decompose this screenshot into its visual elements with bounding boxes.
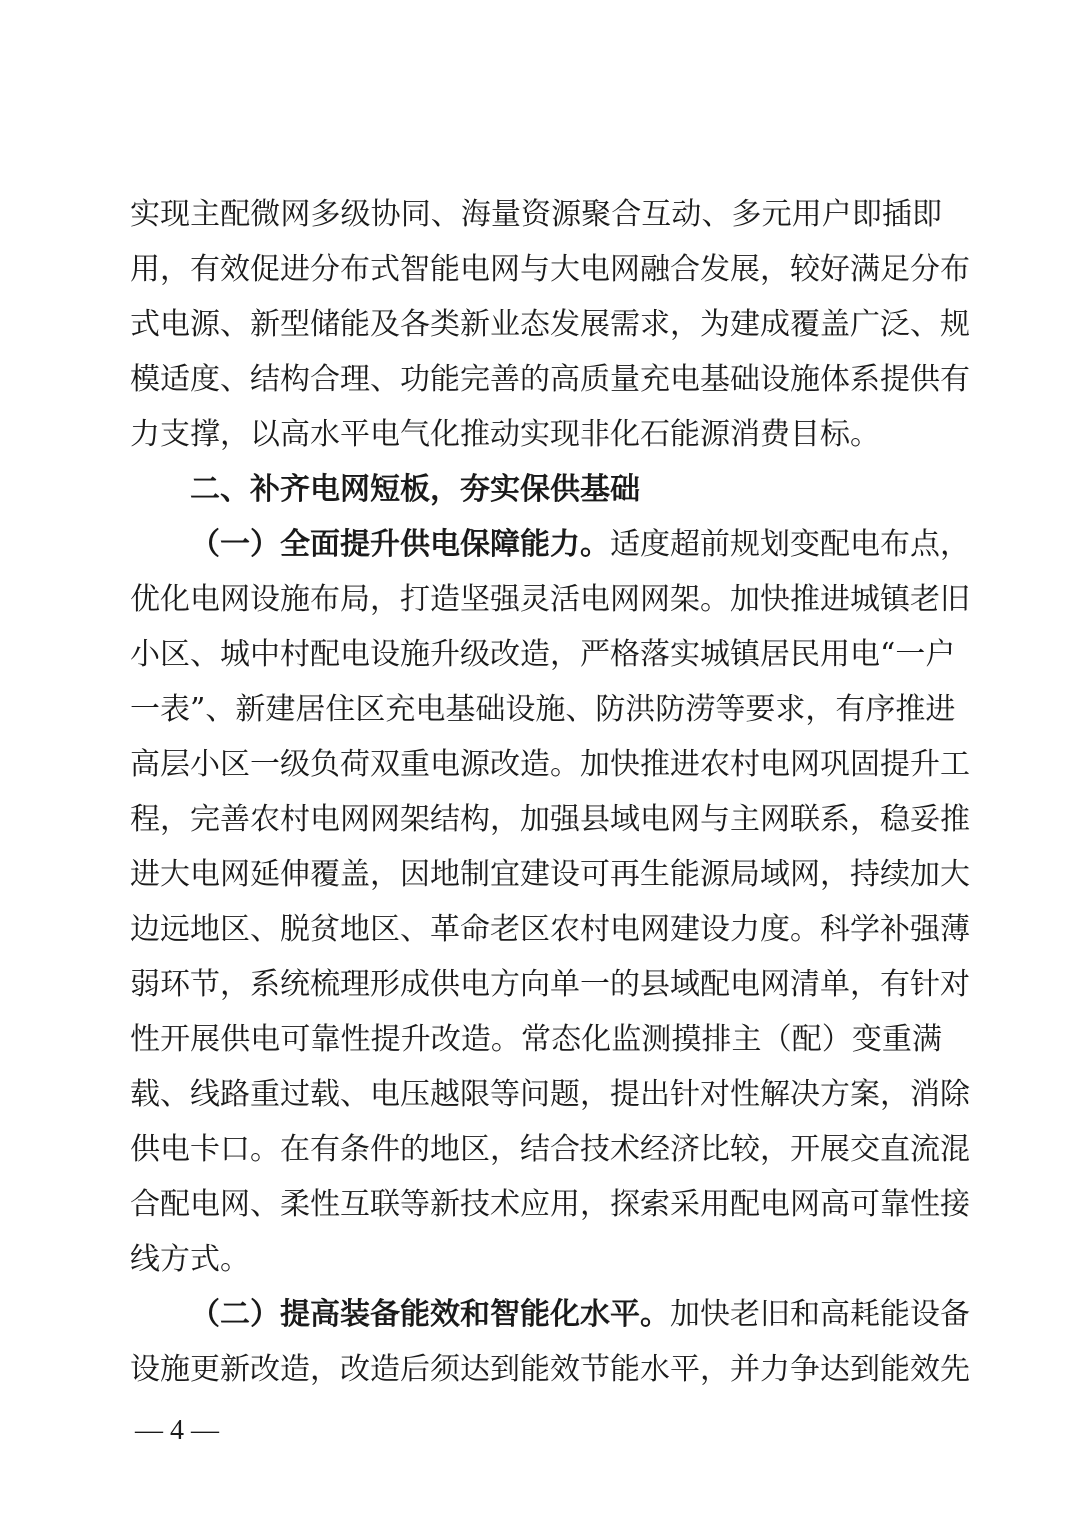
item2-title: （二）提高装备能效和智能化水平。 xyxy=(190,1297,670,1332)
section-heading: 二、补齐电网短板，夯实保供基础 xyxy=(190,472,640,507)
intro-line-2: 用，有效促进分布式智能电网与大电网融合发展，较好满足分布 xyxy=(130,252,970,287)
item2-first-line-rest: 加快老旧和高耗能设备 xyxy=(670,1297,970,1332)
intro-line-1: 实现主配微网多级协同、海量资源聚合互动、多元用户即插即 xyxy=(130,197,942,232)
item2-first-line xyxy=(130,1287,970,1342)
item1-title: （一）全面提升供电保障能力。 xyxy=(190,527,610,562)
item1-line: 性开展供电可靠性提升改造。常态化监测摸排主（配）变重满 xyxy=(130,1022,942,1057)
item1-line: 供电卡口。在有条件的地区，结合技术经济比较，开展交直流混 xyxy=(130,1132,970,1167)
item1-line-last: 线方式。 xyxy=(130,1242,250,1277)
item1-line: 边远地区、脱贫地区、革命老区农村电网建设力度。科学补强薄 xyxy=(130,912,970,947)
item1-line: 进大电网延伸覆盖，因地制宜建设可再生能源局域网，持续加大 xyxy=(130,857,970,892)
page-number: — 4 — xyxy=(135,1415,219,1446)
intro-line-5: 力支撑，以高水平电气化推动实现非化石能源消费目标。 xyxy=(130,417,880,452)
intro-line-3: 式电源、新型储能及各类新业态发展需求，为建成覆盖广泛、规 xyxy=(130,307,970,342)
item1-line: 优化电网设施布局，打造坚强灵活电网网架。加快推进城镇老旧 xyxy=(130,582,970,617)
document-body xyxy=(130,187,970,1397)
item1-line: 一表”、新建居住区充电基础设施、防洪防涝等要求，有序推进 xyxy=(130,692,956,727)
item1-line: 小区、城中村配电设施升级改造，严格落实城镇居民用电“一户 xyxy=(130,637,956,672)
item1-line: 高层小区一级负荷双重电源改造。加快推进农村电网巩固提升工 xyxy=(130,747,970,782)
item2-line: 设施更新改造，改造后须达到能效节能水平，并力争达到能效先 xyxy=(130,1352,970,1387)
item1-line: 弱环节，系统梳理形成供电方向单一的县域配电网清单，有针对 xyxy=(130,967,970,1002)
item1-line: 程，完善农村电网网架结构，加强县域电网与主网联系，稳妥推 xyxy=(130,802,970,837)
item1-first-line xyxy=(130,517,970,572)
item1-first-line-rest: 适度超前规划变配电布点， xyxy=(610,527,970,562)
item1-line: 合配电网、柔性互联等新技术应用，探索采用配电网高可靠性接 xyxy=(130,1187,970,1222)
intro-line-4: 模适度、结构合理、功能完善的高质量充电基础设施体系提供有 xyxy=(130,362,970,397)
item1-line: 载、线路重过载、电压越限等问题，提出针对性解决方案，消除 xyxy=(130,1077,970,1112)
